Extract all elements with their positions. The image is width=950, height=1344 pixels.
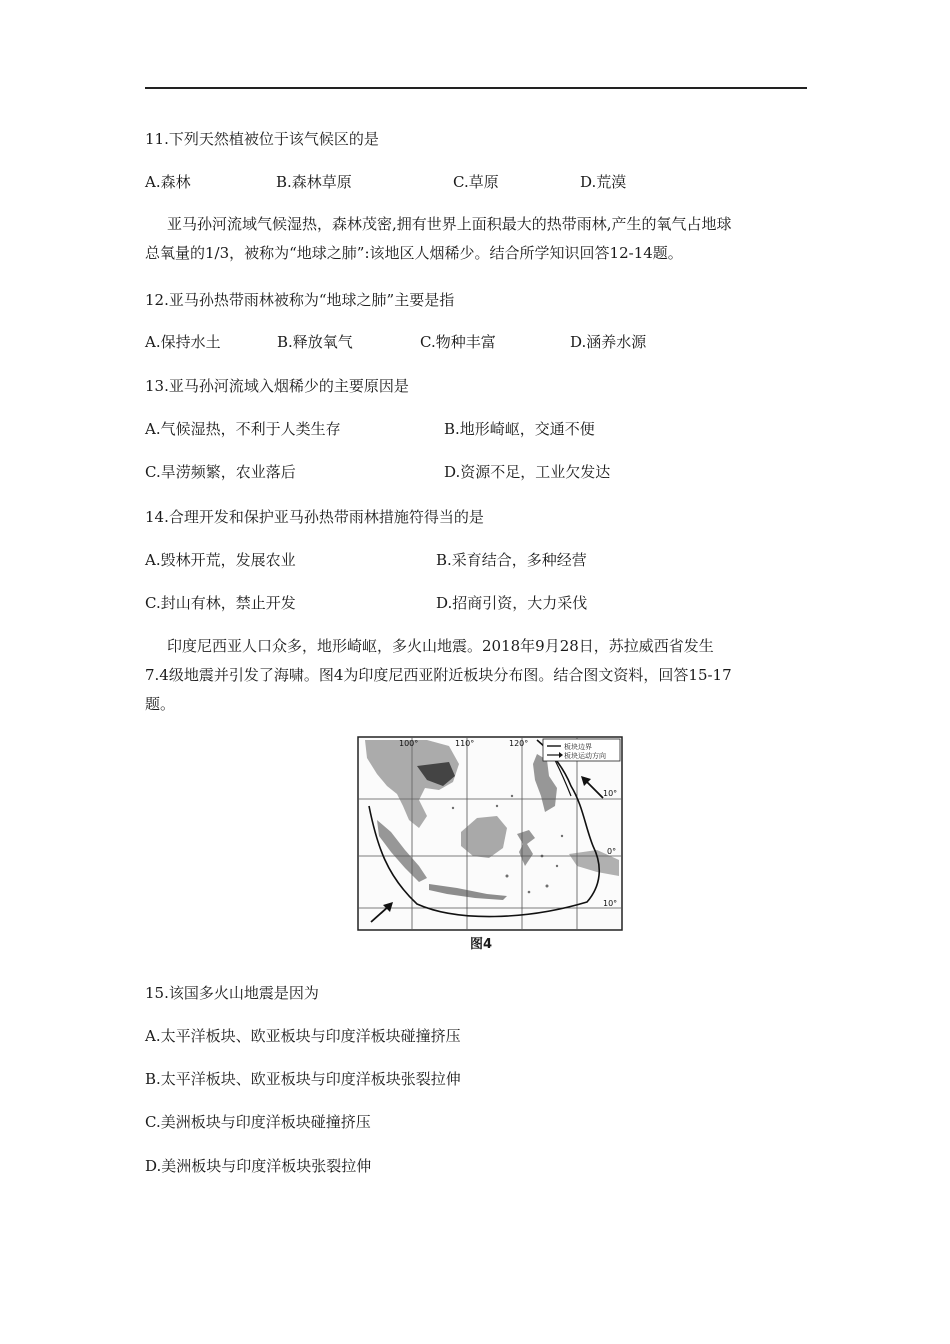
- q13-option-c: C.旱涝频繁，农业落后: [145, 463, 296, 481]
- q12-option-a: A.保持水土: [145, 333, 221, 351]
- passage-indonesia-line2: 7.4级地震并引发了海啸。图4为印度尼西亚附近板块分布图。结合图文资料，回答15-17: [145, 666, 732, 684]
- q12-stem: 12.亚马孙热带雨林被称为“地球之肺”主要是指: [145, 291, 455, 309]
- q15-stem: 15.该国多火山地震是因为: [145, 984, 319, 1002]
- q14-stem: 14.合理开发和保护亚马孙热带雨林措施符得当的是: [145, 508, 484, 526]
- passage-indonesia-line1: 印度尼西亚人口众多，地形崎岖，多火山地震。2018年9月28日，苏拉威西省发生: [167, 637, 714, 655]
- q14-option-d: D.招商引资，大力采伐: [436, 594, 588, 612]
- legend-motion-label: 板块运动方向: [564, 752, 606, 760]
- q12-option-b: B.释放氧气: [277, 333, 353, 351]
- plate-map-svg: [357, 736, 623, 931]
- q13-option-b: B.地形崎岖，交通不便: [444, 420, 595, 438]
- figure-plate-map: [357, 736, 623, 946]
- q15-option-c: C.美洲板块与印度洋板块碰撞挤压: [145, 1113, 371, 1131]
- q12-option-c: C.物种丰富: [420, 333, 496, 351]
- q13-option-d: D.资源不足，工业欠发达: [444, 463, 611, 481]
- q14-option-c: C.封山有林，禁止开发: [145, 594, 296, 612]
- q15-option-d: D.美洲板块与印度洋板块张裂拉伸: [145, 1157, 372, 1175]
- lon-label-120: 120°: [509, 739, 529, 748]
- q11-option-d: D.荒漠: [580, 173, 627, 191]
- lon-label-100: 100°: [399, 739, 419, 748]
- q11-option-c: C.草原: [453, 173, 499, 191]
- q13-option-a: A.气候湿热，不利于人类生存: [145, 420, 341, 438]
- passage-indonesia: [145, 632, 810, 719]
- q11-stem: 11.下列天然植被位于该气候区的是: [145, 130, 379, 148]
- lat-label-10n: 10°: [603, 789, 618, 798]
- passage-amazon-line2: 总氧量的1/3，被称为“地球之肺”:该地区人烟稀少。结合所学知识回答12-14题。: [145, 244, 683, 262]
- passage-amazon-line1: 亚马孙河流域气候湿热，森林茂密,拥有世界上面积最大的热带雨林,产生的氧气占地球: [167, 215, 732, 233]
- lat-label-10s: 10°: [603, 899, 618, 908]
- lat-label-0: 0°: [607, 847, 617, 856]
- q14-option-a: A.毁林开荒，发展农业: [145, 551, 296, 569]
- legend-boundary-label: 板块边界: [564, 743, 592, 751]
- q12-option-d: D.涵养水源: [570, 333, 647, 351]
- q14-option-b: B.采育结合，多种经营: [436, 551, 587, 569]
- lon-label-110: 110°: [455, 739, 475, 748]
- figure-caption: 图4: [470, 937, 493, 952]
- q15-option-b: B.太平洋板块、欧亚板块与印度洋板块张裂拉伸: [145, 1070, 461, 1088]
- header-rule: [145, 87, 807, 89]
- passage-indonesia-line3: 题。: [145, 695, 176, 713]
- q15-option-a: A.太平洋板块、欧亚板块与印度洋板块碰撞挤压: [145, 1027, 461, 1045]
- passage-amazon: [145, 210, 810, 268]
- q11-option-b: B.森林草原: [276, 173, 352, 191]
- q11-option-a: A.森林: [145, 173, 191, 191]
- q13-stem: 13.亚马孙河流域入烟稀少的主要原因是: [145, 377, 409, 395]
